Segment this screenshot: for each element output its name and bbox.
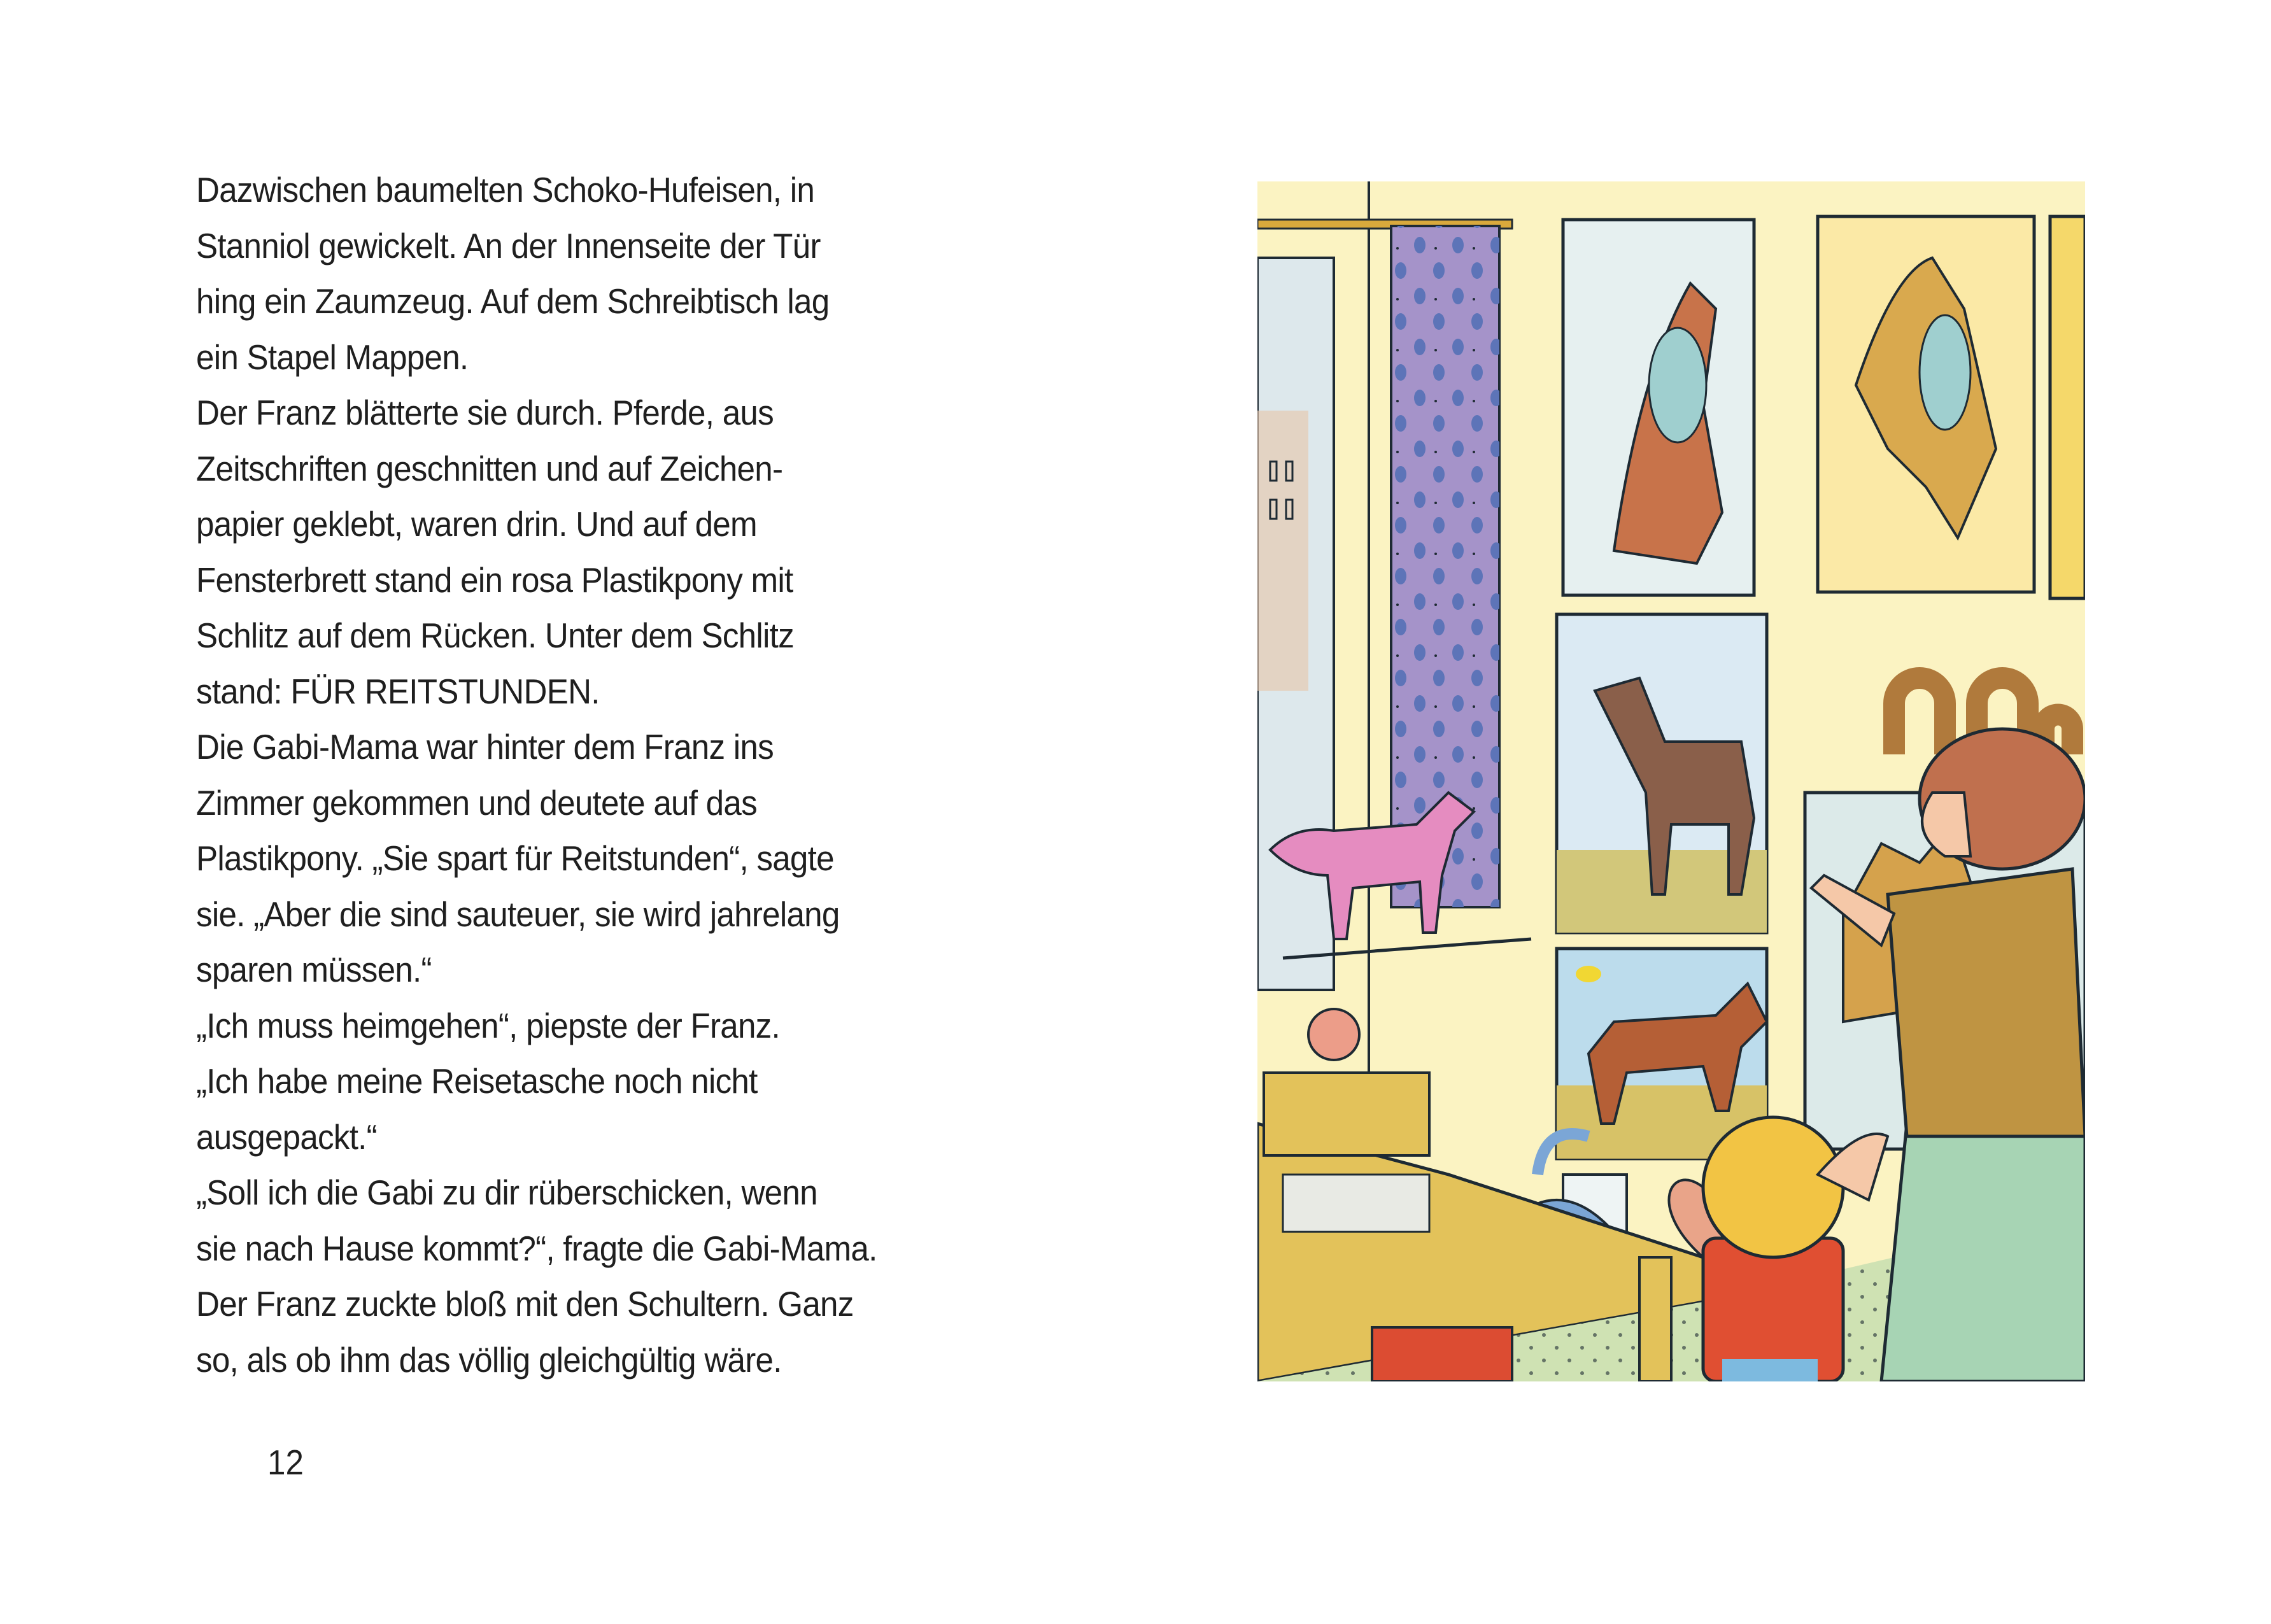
text-line: papier geklebt, waren drin. Und auf dem [196, 504, 757, 544]
room-illustration [1257, 181, 2085, 1381]
text-line: Die Gabi-Mama war hinter dem Franz ins [196, 727, 774, 766]
text-line: ein Stapel Mappen. [196, 337, 469, 377]
text-line: Fensterbrett stand ein rosa Plastikpony mit [196, 560, 793, 600]
text-line: ausgepackt.“ [196, 1117, 377, 1157]
text-line: sie nach Hause kommt?“, fragte die Gabi-Mama. [196, 1228, 877, 1268]
text-line: hing ein Zaumzeug. Auf dem Schreibtisch lag [196, 281, 830, 321]
text-line: stand: FÜR REITSTUNDEN. [196, 671, 600, 711]
boy-figure [1703, 1117, 1843, 1381]
text-line: so, als ob ihm das völlig gleichgültig wäre. [196, 1339, 782, 1380]
story-text [196, 162, 1036, 1388]
text-line: sie. „Aber die sind sauteuer, sie wird jahrelang [196, 894, 840, 934]
text-line: Dazwischen baumelten Schoko-Hufeisen, in [196, 170, 815, 209]
text-line: sparen müssen.“ [196, 950, 432, 989]
page-number: 12 [267, 1443, 304, 1482]
text-line: „Ich muss heimgehen“, piepste der Franz. [196, 1005, 780, 1045]
text-line: Der Franz blätterte sie durch. Pferde, aus [196, 393, 774, 432]
text-line: Plastikpony. „Sie spart für Reitstunden“, sagte [196, 838, 834, 878]
text-line: Der Franz zuckte bloß mit den Schultern. Ganz [196, 1284, 854, 1324]
text-line: „Ich habe meine Reisetasche noch nicht [196, 1061, 758, 1101]
text-line: Zimmer gekommen und deutete auf das [196, 782, 757, 823]
text-line: Zeitschriften geschnitten und auf Zeichen- [196, 448, 783, 488]
text-line: „Soll ich die Gabi zu dir rüberschicken, wenn [196, 1173, 817, 1212]
illustration-drawing [1257, 181, 2085, 1381]
text-line: Stanniol gewickelt. An der Innenseite der Tür [196, 225, 821, 265]
text-line: Schlitz auf dem Rücken. Unter dem Schlitz [196, 616, 794, 655]
